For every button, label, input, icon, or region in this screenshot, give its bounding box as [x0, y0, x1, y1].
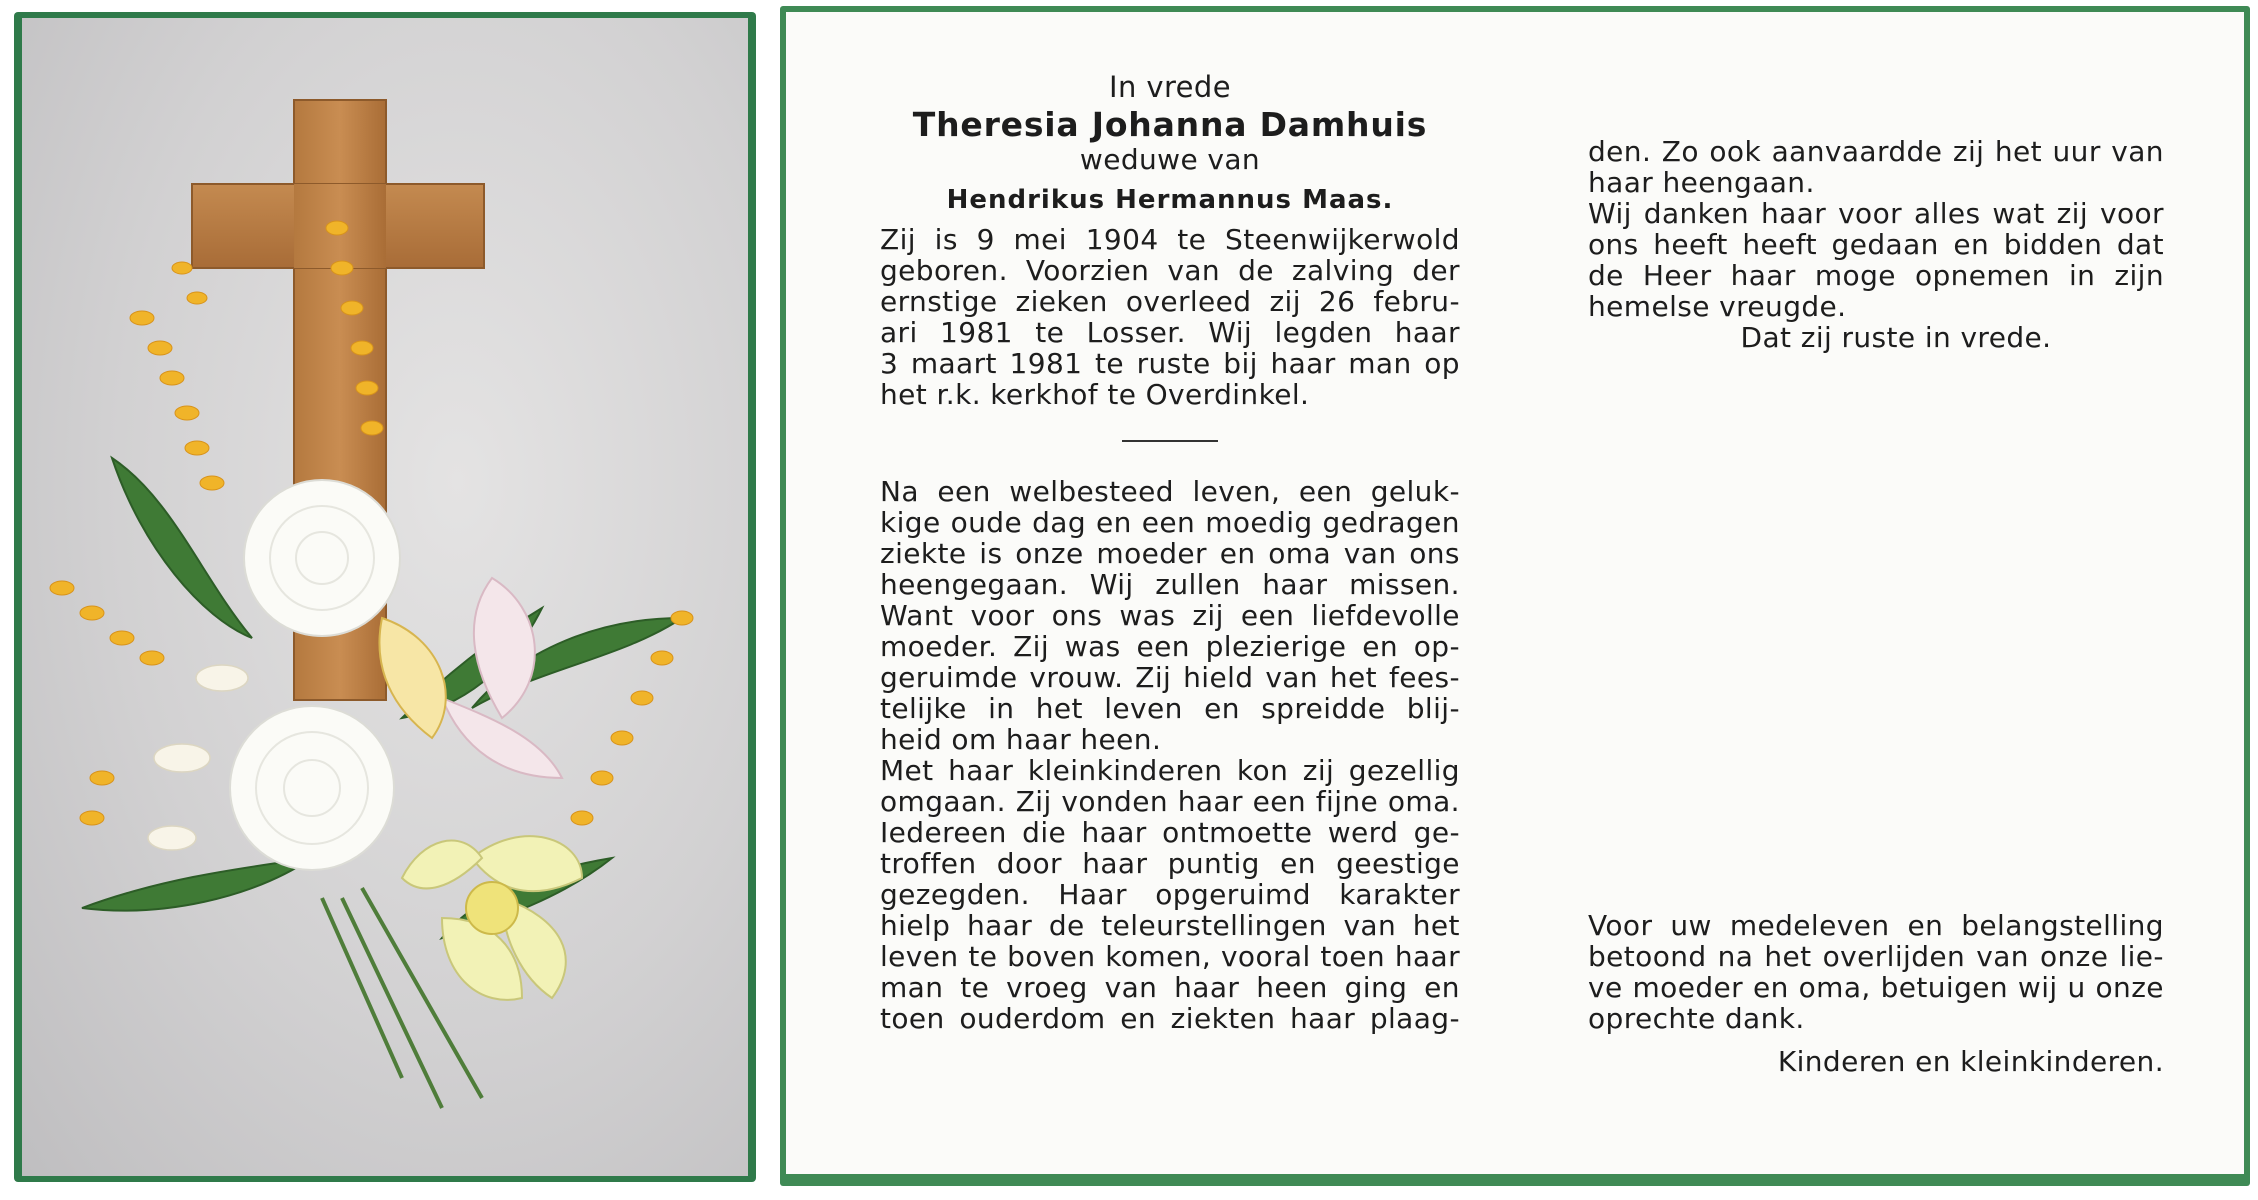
word: bij [1223, 347, 1258, 380]
word: gezegden. [880, 878, 1030, 911]
word: haar [1730, 259, 1796, 292]
word: den. [1588, 135, 1652, 168]
word: te [1095, 347, 1125, 380]
word: kleinkinderen [1027, 754, 1223, 787]
word: 1981 [940, 316, 1013, 349]
word: voor [970, 599, 1035, 632]
word: aanvaardde [1771, 135, 1943, 168]
word: kon [1236, 754, 1289, 787]
word: Zij [1015, 785, 1052, 818]
word: haar [1082, 847, 1148, 880]
word: moeder. [880, 630, 998, 663]
deceased-name: Theresia Johanna Damhuis [912, 105, 1428, 144]
word: Iedereen [880, 816, 1007, 849]
text-line [1588, 291, 2164, 322]
word: mei [1013, 223, 1067, 256]
word: puntig [1167, 847, 1260, 880]
word: troffen [880, 847, 977, 880]
text-line [880, 693, 1460, 724]
word: belangstelling [1961, 909, 2164, 942]
word: van [2111, 135, 2164, 168]
word: haar [1174, 971, 1240, 1004]
word: hielp [880, 909, 951, 942]
word: zij [2056, 197, 2089, 230]
word: ernstige [880, 285, 998, 318]
word: en [1752, 971, 1789, 1004]
word: een [1136, 630, 1190, 663]
card-frame [780, 6, 2250, 1186]
text-line [880, 786, 1460, 817]
word: vonden [1061, 785, 1168, 818]
word: ons [1409, 537, 1460, 570]
text-line [880, 879, 1460, 910]
word: moge [1814, 259, 1896, 292]
word: toen [880, 1002, 945, 1035]
word: is [979, 537, 1003, 570]
word: 26 [1318, 285, 1356, 318]
word: een [1240, 599, 1295, 632]
word: zullen [1155, 568, 1241, 601]
word: ge- [1413, 816, 1460, 849]
word: zij [1269, 285, 1301, 318]
text-line [1588, 229, 2164, 260]
word: welbesteed [1009, 475, 1174, 508]
text-line [880, 348, 1460, 379]
text-line [880, 972, 1460, 1003]
text-line [880, 538, 1460, 569]
word: alles [1913, 197, 1981, 230]
text-line [1588, 198, 2164, 229]
word: haar [966, 909, 1033, 942]
word: zieken [1015, 285, 1108, 318]
word: haar [1270, 347, 1336, 380]
word: ruste [1136, 347, 1211, 380]
word: en [1219, 537, 1256, 570]
word: oma, [1798, 971, 1871, 1004]
word: komen, [1105, 940, 1212, 973]
word: een [1141, 506, 1196, 539]
word: te [1177, 223, 1207, 256]
right-column [1588, 136, 2164, 353]
word: oma. [1387, 785, 1460, 818]
word: een [1298, 475, 1353, 508]
word: voor [2099, 197, 2164, 230]
sprig-left [130, 262, 224, 490]
word: haar [1289, 1002, 1356, 1035]
word: telijke [880, 692, 967, 725]
word: een [1252, 785, 1307, 818]
word: dat [2116, 228, 2164, 261]
word: van [1265, 661, 1319, 694]
memorial-card [786, 12, 2244, 1174]
divider [1122, 440, 1218, 442]
word: zij [1952, 135, 1985, 168]
word: ook [1709, 135, 1762, 168]
word: liefdevolle [1311, 599, 1460, 632]
word: ouderdom [959, 1002, 1106, 1035]
word: zalving [1291, 254, 1395, 287]
word: wat [1992, 197, 2045, 230]
word: medeleven [1729, 909, 1890, 942]
word: leven [1104, 692, 1183, 725]
word: uw [1670, 909, 1712, 942]
word: ziekten [1170, 1002, 1276, 1035]
signature: Kinderen en kleinkinderen. [1777, 1045, 2164, 1078]
word: blij- [1406, 692, 1460, 725]
word: u [2067, 971, 2086, 1004]
word: heeft [1653, 228, 1728, 261]
word: Haar [1058, 878, 1127, 911]
word: zijn [2114, 259, 2164, 292]
word: danken [1643, 197, 1750, 230]
text-line [880, 286, 1460, 317]
word: het [1412, 909, 1460, 942]
text-line [880, 910, 1460, 941]
word: haar [1177, 785, 1243, 818]
word: oude [950, 506, 1023, 539]
word: maart [910, 347, 997, 380]
word: is [934, 223, 958, 256]
word: te [960, 971, 990, 1004]
word: heen [1256, 971, 1328, 1004]
closing-line: Dat zij ruste in vrede. [1740, 321, 2052, 354]
word: haar [1394, 316, 1460, 349]
word: 3 [880, 347, 899, 380]
word: plaag- [1369, 1002, 1460, 1035]
word: het [1994, 135, 2043, 168]
word: van [1104, 971, 1158, 1004]
word: het [1329, 661, 1378, 694]
word: febru- [1373, 285, 1460, 318]
word: oma [1268, 537, 1332, 570]
word: van [1343, 909, 1397, 942]
word: Zo [1661, 135, 1699, 168]
word: kige [880, 506, 941, 539]
word: 1981 [1009, 347, 1083, 380]
word: Zij [880, 223, 916, 256]
word: ons [1588, 228, 1639, 261]
word: Wij [1588, 197, 1632, 230]
word: moedig [1205, 506, 1313, 539]
text-line [880, 255, 1460, 286]
word: gedragen [1322, 506, 1460, 539]
word: en [1120, 1002, 1157, 1035]
word: onze [2095, 971, 2164, 1004]
word: het [1764, 940, 1812, 973]
word: opnemen [1914, 259, 2050, 292]
word: omgaan. [880, 785, 1006, 818]
word: karakter [1339, 878, 1460, 911]
word: het r.k. kerkhof te Overdinkel. [880, 378, 1310, 411]
text-line [880, 755, 1460, 786]
word: Wij [1208, 316, 1253, 349]
word: haar heengaan. [1588, 166, 1815, 199]
word: Wij [1089, 568, 1134, 601]
word: van [1976, 940, 2029, 973]
word: plezierige [1205, 630, 1347, 663]
text-line [880, 724, 1460, 755]
word: te [1035, 316, 1065, 349]
word: en [1362, 630, 1398, 663]
thanks-paragraph [1588, 910, 2164, 1034]
word: Voorzien [1025, 254, 1150, 287]
photo-panel [14, 12, 756, 1182]
word: fees- [1388, 661, 1460, 694]
word: betuigen [1880, 971, 2009, 1004]
word: betoond [1588, 940, 1707, 973]
word: hemelse vreugde. [1588, 290, 1847, 323]
word: vooral [1220, 940, 1311, 973]
text-line [1588, 260, 2164, 291]
word: en [1907, 909, 1944, 942]
word: en [1953, 228, 1990, 261]
word: ons [1051, 599, 1103, 632]
word: vrouw. [1029, 661, 1124, 694]
word: man [880, 971, 944, 1004]
word: van [1167, 254, 1221, 287]
word: gezellig [1348, 754, 1460, 787]
word: Na [880, 475, 919, 508]
text-line [1588, 1003, 2164, 1034]
husband-name: Hendrikus Hermannus Maas. [946, 185, 1394, 215]
word: op- [1413, 630, 1460, 663]
word: haar [1394, 940, 1460, 973]
word: geluk- [1370, 475, 1460, 508]
word: was [1064, 630, 1121, 663]
sprig-lower-left [50, 581, 164, 825]
word: toen [1320, 940, 1386, 973]
continued-paragraph [1588, 136, 2164, 322]
text-line [880, 1003, 1460, 1034]
word: spreidde [1261, 692, 1386, 725]
word: dag [1032, 506, 1086, 539]
word: de [1048, 909, 1085, 942]
word: en [1096, 506, 1132, 539]
word: en [1204, 692, 1240, 725]
word: door [996, 847, 1062, 880]
word: de [1238, 254, 1274, 287]
word: bidden [2003, 228, 2103, 261]
text-line [880, 941, 1460, 972]
text-line [880, 507, 1460, 538]
word: geboren. [880, 254, 1008, 287]
word: haar [1081, 816, 1147, 849]
word: teleurstellingen [1101, 909, 1327, 942]
word: na [1717, 940, 1754, 973]
word: de [1588, 259, 1624, 292]
word: uur [2052, 135, 2101, 168]
word: leven, [1192, 475, 1281, 508]
word: der [1412, 254, 1460, 287]
widow-of-label: weduwe van [1079, 143, 1261, 176]
word: opgeruimd [1155, 878, 1311, 911]
text-line [1588, 167, 2164, 198]
word: Zij [1013, 630, 1050, 663]
text-line [880, 662, 1460, 693]
word: moeder [1632, 971, 1744, 1004]
word: in [988, 692, 1015, 725]
word: een [937, 475, 991, 508]
word: boven [1007, 940, 1096, 973]
word: 9 [976, 223, 995, 256]
word: voor [1838, 197, 1903, 230]
word: ziekte [880, 537, 967, 570]
text-line [1588, 972, 2164, 1003]
word: ging [1344, 971, 1408, 1004]
text-line [880, 569, 1460, 600]
word: Zij [1135, 661, 1172, 694]
word: in [2068, 259, 2096, 292]
word: en [1424, 971, 1460, 1004]
word: haar [1262, 568, 1328, 601]
word: ari [880, 316, 918, 349]
text-line [880, 317, 1460, 348]
word: van [1343, 537, 1397, 570]
word: te [968, 940, 998, 973]
word: haar [1760, 197, 1827, 230]
word: moeder [1096, 537, 1207, 570]
word: ve [1588, 971, 1623, 1004]
word: Want [880, 599, 954, 632]
word: haar [948, 754, 1014, 787]
word: 1904 [1085, 223, 1159, 256]
word: heeft [1742, 228, 1817, 261]
text-line [880, 476, 1460, 507]
text-line [880, 631, 1460, 662]
word: overleed [1125, 285, 1252, 318]
word: ontmoette [1162, 816, 1313, 849]
text-line [880, 224, 1460, 255]
word: geestige [1336, 847, 1460, 880]
word: lie- [2119, 940, 2164, 973]
text-line [880, 848, 1460, 879]
word: geruimde [880, 661, 1018, 694]
word: heengegaan. [880, 568, 1069, 601]
text-line [1588, 941, 2164, 972]
word: Voor [1588, 909, 1653, 942]
word: zij [1192, 599, 1224, 632]
word: overlijden [1822, 940, 1966, 973]
word: missen. [1349, 568, 1460, 601]
text-line [1588, 136, 2164, 167]
thanks-section [1588, 910, 2164, 1077]
word: man [1348, 347, 1412, 380]
word: heid om haar heen. [880, 723, 1162, 756]
word: wij [2017, 971, 2058, 1004]
word: gedaan [1831, 228, 1939, 261]
text-line [880, 379, 1460, 410]
word: oprechte dank. [1588, 1002, 1805, 1035]
word: die [1022, 816, 1067, 849]
left-column [880, 72, 1460, 1034]
bio-paragraph [880, 224, 1460, 410]
word: het [1035, 692, 1083, 725]
word: was [1119, 599, 1176, 632]
header-in-vrede: In vrede [1109, 70, 1231, 104]
word: zij [1302, 754, 1335, 787]
word: fijne [1315, 785, 1379, 818]
word: leven [880, 940, 959, 973]
text-line [1588, 910, 2164, 941]
word: hield [1183, 661, 1254, 694]
life-paragraph [880, 476, 1460, 1034]
word: op [1424, 347, 1460, 380]
text-line [880, 817, 1460, 848]
word: legden [1274, 316, 1373, 349]
word: vroeg [1006, 971, 1088, 1004]
word: en [1280, 847, 1316, 880]
text-line [880, 600, 1460, 631]
word: werd [1327, 816, 1399, 849]
word: Met [880, 754, 934, 787]
word: Heer [1642, 259, 1712, 292]
word: Losser. [1086, 316, 1186, 349]
word: Steenwijkerwold [1225, 223, 1460, 256]
word: onze [2039, 940, 2109, 973]
cross-flowers-image [22, 18, 748, 1176]
word: onze [1015, 537, 1084, 570]
